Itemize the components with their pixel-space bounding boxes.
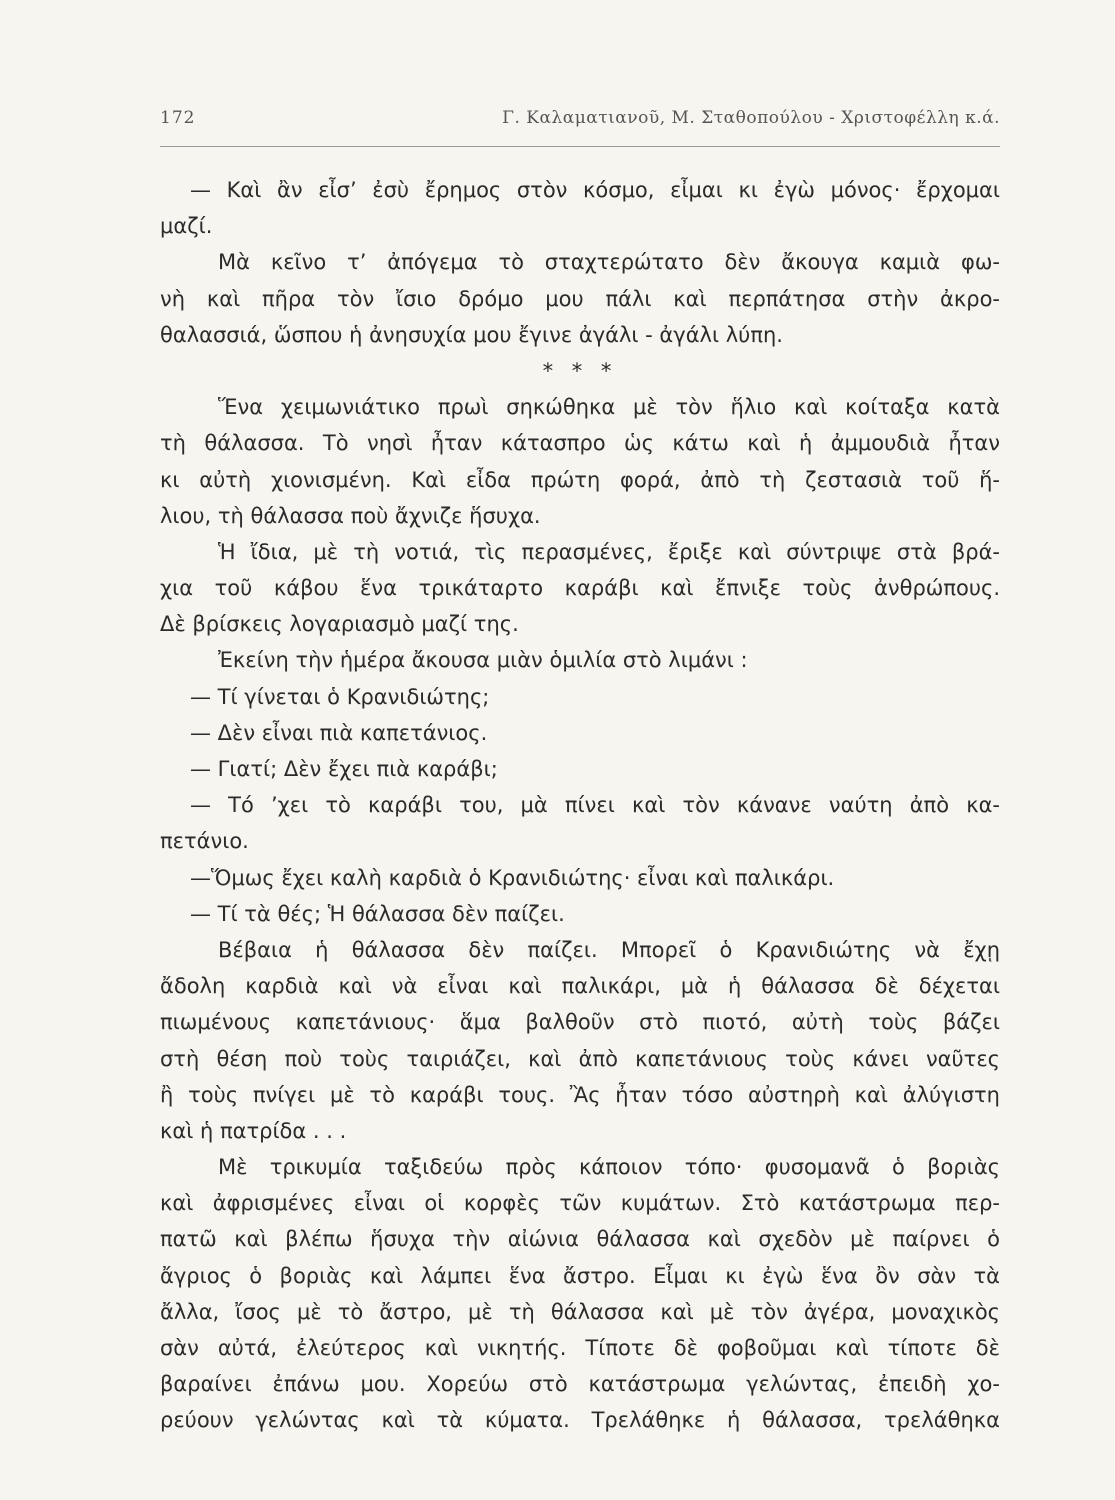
text-line: λιου, τὴ θάλασσα ποὺ ἄχνιζε ἥσυχα. (160, 503, 541, 528)
dialogue-line: — Τί γίνεται ὁ Κρανιδιώτης; (190, 684, 490, 709)
text-line: σὰν αὐτά, ἐλεύτερος καὶ νικητής. Τίποτε δὲ φοβοῦμαι καὶ τίποτε δὲ (160, 1336, 1000, 1360)
section-break-asterisks: * * * (542, 358, 618, 383)
dialogue-line: — Δὲν εἶναι πιὰ καπετάνιος. (190, 720, 488, 745)
text-line: ἄδολη καρδιὰ καὶ νὰ εἶναι καὶ παλικάρι, μὰ ἡ θάλασσα δὲ δέχεται (160, 974, 1000, 999)
text-line: νὴ καὶ πῆρα τὸν ἴσιο δρόμο μου πάλι καὶ περπάτησα στὴν ἀκρο- (160, 286, 1000, 311)
text-line: Ἡ ἴδια, μὲ τὴ νοτιά, τὶς περασμένες, ἔριξε καὶ σύντριψε στὰ βρά- (218, 539, 1000, 564)
text-line: πιωμένους καπετάνιους· ἅμα βαλθοῦν στὸ πιοτό, αὐτὴ τοὺς βάζει (160, 1010, 1000, 1035)
text-line: μαζί. (160, 214, 213, 239)
text-line: πετάνιο. (160, 829, 249, 854)
text-line: Μὰ κεῖνο τ’ ἀπόγεμα τὸ σταχτερώτατο δὲν ἄκουγα καμιὰ φω- (218, 250, 1000, 275)
text-line: Μὲ τρικυμία ταξιδεύω πρὸς κάποιον τόπο· φυσομανᾶ ὁ βοριὰς (218, 1155, 1000, 1180)
text-line: θαλασσιά, ὥσπου ἡ ἀνησυχία μου ἔγινε ἀγάλι - ἀγάλι λύπη. (160, 322, 783, 347)
text-line: Ἕνα χειμωνιάτικο πρωὶ σηκώθηκα μὲ τὸν ἥλιο καὶ κοίταξα κατὰ (218, 395, 1000, 420)
dialogue-line: — Τί τὰ θές; Ἡ θάλασσα δὲν παίζει. (190, 901, 565, 926)
dialogue-line: —Ὅμως ἔχει καλὴ καρδιὰ ὁ Κρανιδιώτης· εἶναι καὶ παλικάρι. (190, 865, 835, 890)
text-line: καὶ ἀφρισμένες εἶναι οἱ κορφὲς τῶν κυμάτων. Στὸ κατάστρωμα περ- (160, 1191, 1000, 1216)
text-line: στὴ θέση ποὺ τοὺς ταιριάζει, καὶ ἀπὸ καπετάνιους τοὺς κάνει ναῦτες (160, 1046, 1000, 1071)
page-number: 172 (160, 108, 196, 128)
text-line: ἄλλα, ἴσος μὲ τὸ ἄστρο, μὲ τὴ θάλασσα καὶ μὲ τὸν ἀγέρα, μοναχικὸς (160, 1299, 1000, 1324)
text-line: καὶ ἡ πατρίδα . . . (160, 1118, 347, 1143)
page-header (160, 104, 1000, 136)
dialogue-line: — Γιατί; Δὲν ἔχει πιὰ καράβι; (190, 757, 498, 781)
text-line: χια τοῦ κάβου ἕνα τρικάταρτο καράβι καὶ ἔπνιξε τοὺς ἀνθρώπους. (160, 576, 1000, 601)
header-rule (160, 146, 1000, 147)
text-line: — Καὶ ἂν εἶσ’ ἐσὺ ἔρημος στὸν κόσμο, εἶμαι κι ἐγὼ μόνος· ἔρχομαι (190, 178, 1000, 202)
text-line: Βέβαια ἡ θάλασσα δὲν παίζει. Μπορεῖ ὁ Κρανιδιώτης νὰ ἔχῃ (218, 937, 1000, 962)
running-head: Γ. Καλαματιανοῦ, Μ. Σταθοπούλου - Χριστοφέλλη κ.ά. (502, 108, 1000, 128)
text-line: κι αὐτὴ χιονισμένη. Καὶ εἶδα πρώτη φορά, ἀπὸ τὴ ζεστασιὰ τοῦ ἥ- (160, 467, 1000, 492)
text-line: ἢ τοὺς πνίγει μὲ τὸ καράβι τους. Ἂς ἦταν τόσο αὐστηρὴ καὶ ἀλύγιστη (160, 1082, 1000, 1107)
text-line: Δὲ βρίσκεις λογαριασμὸ μαζί της. (160, 612, 519, 637)
dialogue-line: — Τό ’χει τὸ καράβι του, μὰ πίνει καὶ τὸν κάνανε ναύτη ἀπὸ κα- (190, 793, 1000, 818)
text-line: Ἐκείνη τὴν ἡμέρα ἄκουσα μιὰν ὁμιλία στὸ λιμάνι : (218, 648, 748, 673)
text-line: πατῶ καὶ βλέπω ἥσυχα τὴν αἰώνια θάλασσα καὶ σχεδὸν μὲ παίρνει ὁ (160, 1227, 1000, 1252)
body-text (160, 172, 1000, 1439)
text-line: τὴ θάλασσα. Τὸ νησὶ ἦταν κάτασπρο ὡς κάτω καὶ ἡ ἀμμουδιὰ ἦταν (160, 431, 1000, 456)
text-line: ρεύουν γελώντας καὶ τὰ κύματα. Τρελάθηκε ἡ θάλασσα, τρελάθηκα (160, 1408, 1000, 1433)
text-line: ἄγριος ὁ βοριὰς καὶ λάμπει ἕνα ἄστρο. Εἶμαι κι ἐγὼ ἕνα ὂν σὰν τὰ (160, 1263, 1000, 1288)
text-line: βαραίνει ἐπάνω μου. Χορεύω στὸ κατάστρωμα γελώντας, ἐπειδὴ χο- (160, 1372, 1000, 1397)
